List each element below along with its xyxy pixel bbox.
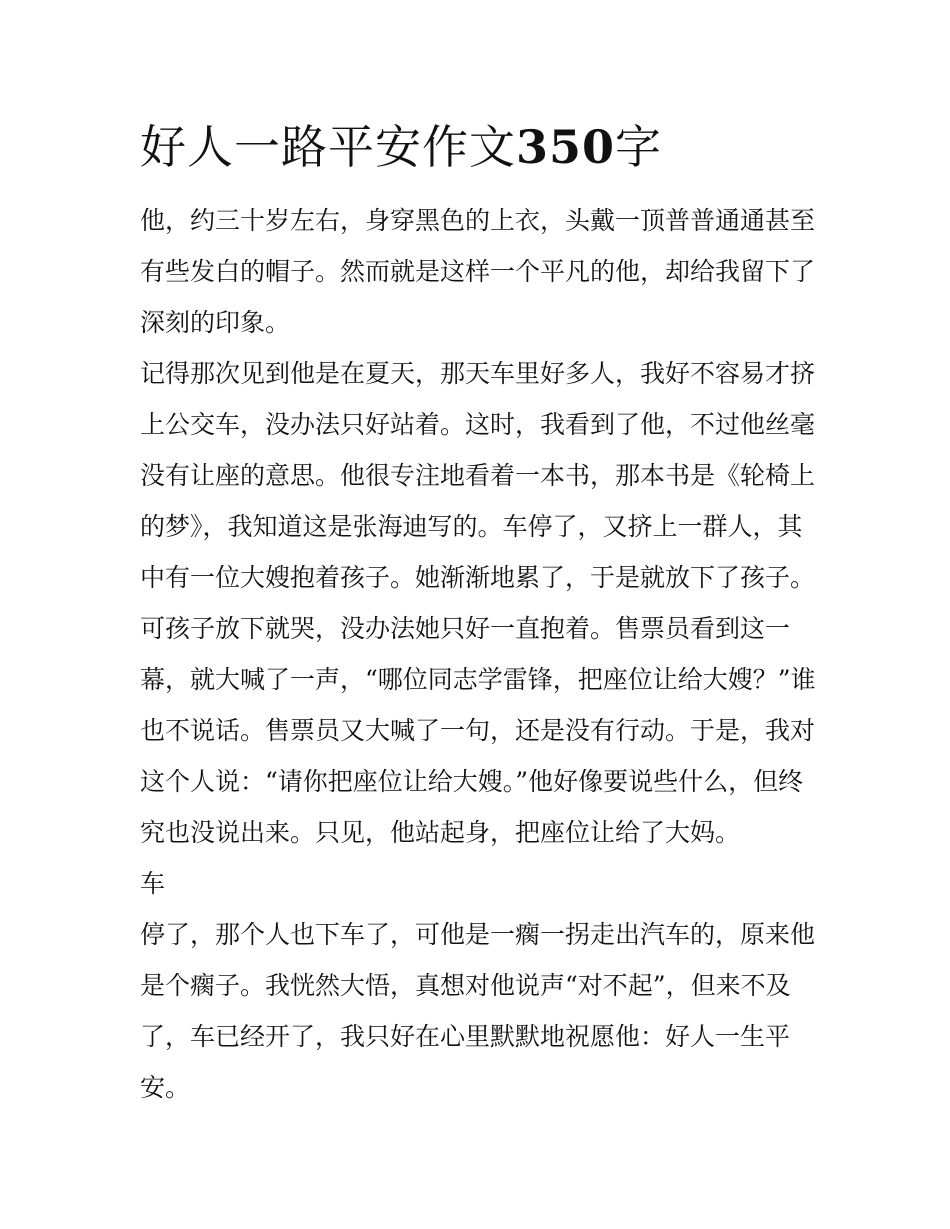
text-line: 究也没说出来。只见，他站起身，把座位让给了大妈。 [140,818,741,847]
text-line: 幕，就大喊了一声，“哪位同志学雷锋，把座位让给大嫂？”谁 [140,665,816,694]
text-line: 了，车已经开了，我只好在心里默默地祝愿他：好人一生平 [140,1022,791,1051]
text-line: 中有一位大嫂抱着孩子。她渐渐地累了，于是就放下了孩子。 [140,563,816,592]
text-line: 可孩子放下就哭，没办法她只好一直抱着。售票员看到这一 [140,614,791,643]
title-text: 好人一路平安作文 [140,120,516,174]
text-line: 他，约三十岁左右，身穿黑色的上衣，头戴一顶普普通通甚至 [140,206,816,235]
text-line: 没有让座的意思。他很专注地看着一本书，那本书是《轮椅上 [140,461,816,490]
text-line: 深刻的印象。 [140,308,291,337]
text-line: 安。 [140,1073,191,1102]
title-number: 350 [516,120,616,174]
document-body [140,195,820,1113]
text-line: 是个瘸子。我恍然大悟，真想对他说声“对不起”，但来不及 [140,971,791,1000]
text-line: 记得那次见到他是在夏天，那天车里好多人，我好不容易才挤 [140,359,816,388]
text-line: 停了，那个人也下车了，可他是一瘸一拐走出汽车的，原来他 [140,920,816,949]
text-line: 这个人说：“请你把座位让给大嫂。”他好像要说些什么，但终 [140,767,804,796]
text-line: 的梦》，我知道这是张海迪写的。车停了，又挤上一群人，其 [140,512,803,541]
text-line: 车 [140,869,166,898]
text-line: 也不说话。售票员又大喊了一句，还是没有行动。于是，我对 [140,716,816,745]
document-title [140,112,662,182]
title-suffix: 字 [615,120,663,174]
text-line: 有些发白的帽子。然而就是这样一个平凡的他，却给我留下了 [140,257,816,286]
text-line: 上公交车，没办法只好站着。这时，我看到了他，不过他丝毫 [140,410,816,439]
